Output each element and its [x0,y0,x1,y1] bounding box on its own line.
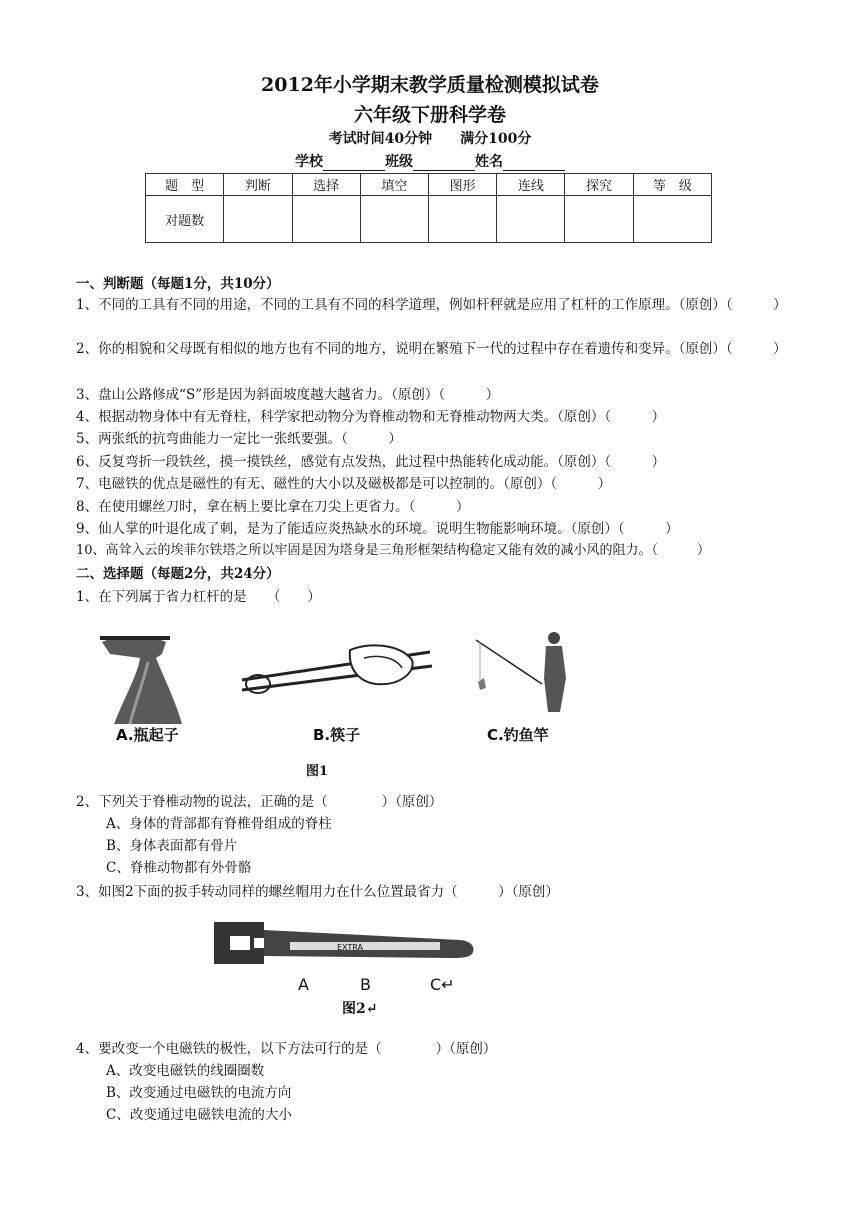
wrench-position-a: A [298,975,309,994]
school-blank[interactable] [323,156,385,171]
exam-title: 2012年小学期末教学质量检测模拟试卷 [261,74,599,96]
score-header-cell: 选择 [292,174,360,196]
class-blank[interactable] [413,156,475,171]
chopsticks-image [240,640,440,700]
bottle-opener-image [100,628,220,728]
score-header-cell: 填空 [360,174,428,196]
tf-question: 6、反复弯折一段铁丝，摸一摸铁丝，感觉有点发热，此过程中热能转化成动能。（原创）（ ） [76,454,666,470]
mc-option: B、改变通过电磁铁的电流方向 [106,1085,292,1101]
figure-1-caption: 图1 [306,764,329,779]
tf-question: 4、根据动物身体中有无脊柱，科学家把动物分为脊椎动物和无脊椎动物两大类。（原创）（ ） [76,409,666,425]
wrench-position-b: B [360,975,371,994]
mc-question-4: 4、要改变一个电磁铁的极性，以下方法可行的是（ ）（原创） [76,1041,497,1057]
tf-question: 8、在使用螺丝刀时，拿在柄上要比拿在刀尖上更省力。（ ） [76,499,470,515]
fishing-rod-image [470,632,580,718]
score-header-cell: 连线 [497,174,565,196]
school-label: 学校 [295,154,323,170]
tf-question: 2、你的相貌和父母既有相似的地方也有不同的地方，说明在繁殖下一代的过程中存在着遗传和变异。（原创）（ ） [76,341,787,357]
score-cell[interactable] [360,196,428,243]
score-header-cell: 图形 [428,174,496,196]
tf-question: 1、不同的工具有不同的用途，不同的工具有不同的科学道理，例如杆秤就是应用了杠杆的工作原理。（原创）（ ） [76,297,787,313]
score-header-cell: 题 型 [146,174,224,196]
score-header-cell: 等 级 [633,174,711,196]
tf-question: 3、盘山公路修成“S”形是因为斜面坡度越大越省力。（原创）（ ） [76,387,500,403]
score-cell[interactable] [224,196,292,243]
mc-option: A、身体的背部都有脊椎骨组成的脊柱 [106,816,332,832]
figure-2-caption: 图2↵ [342,1001,378,1017]
name-blank[interactable] [503,156,565,171]
score-row-label: 对题数 [146,196,224,243]
score-header-cell: 探究 [565,174,633,196]
section2-heading: 二、选择题（每题2分，共24分） [76,566,280,582]
name-label: 姓名 [475,154,503,170]
wrench-brand-text: EXTRA [337,943,363,952]
score-cell[interactable] [497,196,565,243]
mc-option: C、改变通过电磁铁电流的大小 [106,1107,292,1123]
student-info-line [0,151,860,171]
score-table-header-row [146,174,712,196]
class-label: 班级 [385,154,413,170]
score-cell[interactable] [292,196,360,243]
fig1-label-a: A.瓶起子 [116,726,179,744]
fig1-label-b: B.筷子 [313,726,361,744]
score-cell[interactable] [565,196,633,243]
mc-question-1: 1、在下列属于省力杠杆的是 （ ） [76,589,321,605]
tf-question: 7、电磁铁的优点是磁性的有无、磁性的大小以及磁极都是可以控制的。（原创）（ ） [76,476,612,492]
score-table [145,173,712,243]
wrench-position-c: C↵ [430,975,455,994]
score-cell[interactable] [633,196,711,243]
mc-question-3: 3、如图2下面的扳手转动同样的螺丝帽用力在什么位置最省力（ ）（原创） [76,884,559,900]
tf-question: 10、高耸入云的埃菲尔铁塔之所以牢固是因为塔身是三角形框架结构稳定又能有效的减小风的阻力。（ ） [76,543,711,558]
mc-option: B、身体表面都有骨片 [106,838,238,854]
mc-option: A、改变电磁铁的线圈圈数 [106,1063,265,1079]
mc-option: C、脊椎动物都有外骨骼 [106,860,252,876]
score-cell[interactable] [428,196,496,243]
score-header-cell: 判断 [224,174,292,196]
exam-info: 考试时间40分钟 满分100分 [328,131,532,147]
tf-question: 5、两张纸的抗弯曲能力一定比一张纸要强。（ ） [76,431,402,447]
exam-subtitle: 六年级下册科学卷 [353,104,506,126]
score-table-row [146,196,712,243]
tf-question: 9、仙人掌的叶退化成了刺，是为了能适应炎热缺水的环境。说明生物能影响环境。（原创）（ ） [76,521,679,537]
mc-question-2: 2、下列关于脊椎动物的说法，正确的是（ ）（原创） [76,794,443,810]
section1-heading: 一、判断题（每题1分，共10分） [76,276,280,292]
wrench-image [210,916,480,972]
fig1-label-c: C.钓鱼竿 [487,726,549,744]
